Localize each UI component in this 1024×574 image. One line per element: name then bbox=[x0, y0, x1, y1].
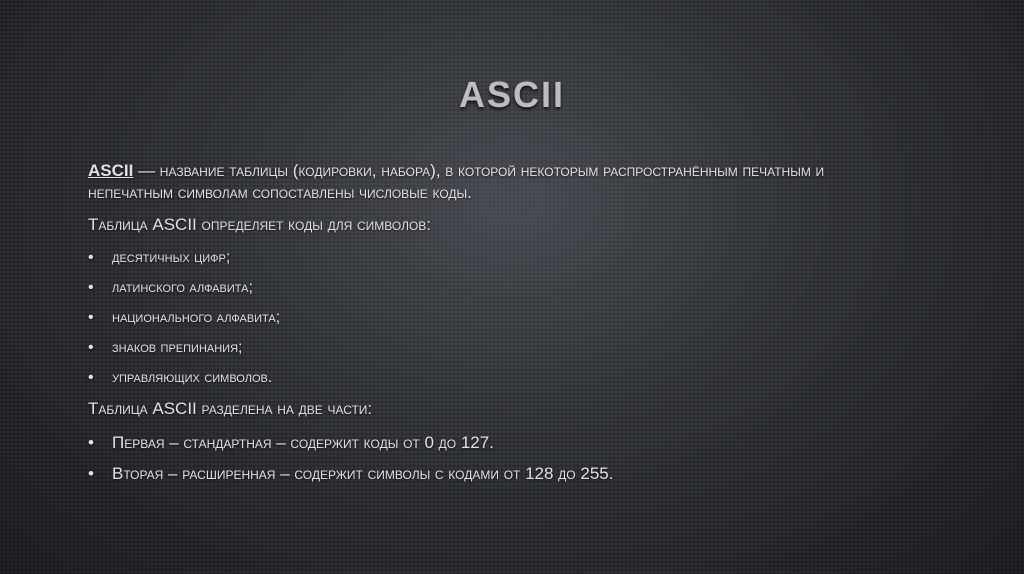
parts-heading: Таблица ASCII разделена на две части: bbox=[88, 399, 373, 418]
list-item-text: знаков препинания; bbox=[112, 339, 243, 356]
list-item-text: национального алфавита; bbox=[112, 309, 281, 326]
intro-text: — название таблицы (кодировки, набора), в которой некоторым распространённым печатным и непечатным символам сопоставлены числовые коды. bbox=[88, 161, 825, 202]
bullet-icon: • bbox=[88, 249, 94, 266]
bullet-icon: • bbox=[88, 433, 94, 452]
ascii-term-link[interactable]: ASCII bbox=[88, 161, 134, 180]
bullet-icon: • bbox=[88, 339, 94, 356]
slide-content bbox=[88, 160, 908, 495]
list-item bbox=[88, 278, 908, 298]
list-item bbox=[88, 432, 908, 454]
bullet-icon: • bbox=[88, 369, 94, 386]
defines-list bbox=[88, 248, 908, 388]
list-item-text: десятичных цифр; bbox=[112, 249, 231, 266]
list-item-text: Первая – стандартная – содержит коды от 0 до 127. bbox=[112, 433, 494, 452]
list-item bbox=[88, 308, 908, 328]
intro-paragraph bbox=[88, 160, 908, 204]
bullet-icon: • bbox=[88, 279, 94, 296]
bullet-icon: • bbox=[88, 309, 94, 326]
slide-title: ASCII bbox=[458, 74, 565, 115]
defines-heading: Таблица ASCII определяет коды для символов: bbox=[88, 215, 432, 234]
list-item bbox=[88, 463, 908, 485]
bullet-icon: • bbox=[88, 464, 94, 483]
list-item bbox=[88, 338, 908, 358]
list-item-text: Вторая – расширенная – содержит символы с кодами от 128 до 255. bbox=[112, 464, 614, 483]
list-item bbox=[88, 368, 908, 388]
parts-list bbox=[88, 432, 908, 485]
list-item-text: управляющих символов. bbox=[112, 369, 273, 386]
list-item-text: латинского алфавита; bbox=[112, 279, 253, 296]
list-item bbox=[88, 248, 908, 268]
